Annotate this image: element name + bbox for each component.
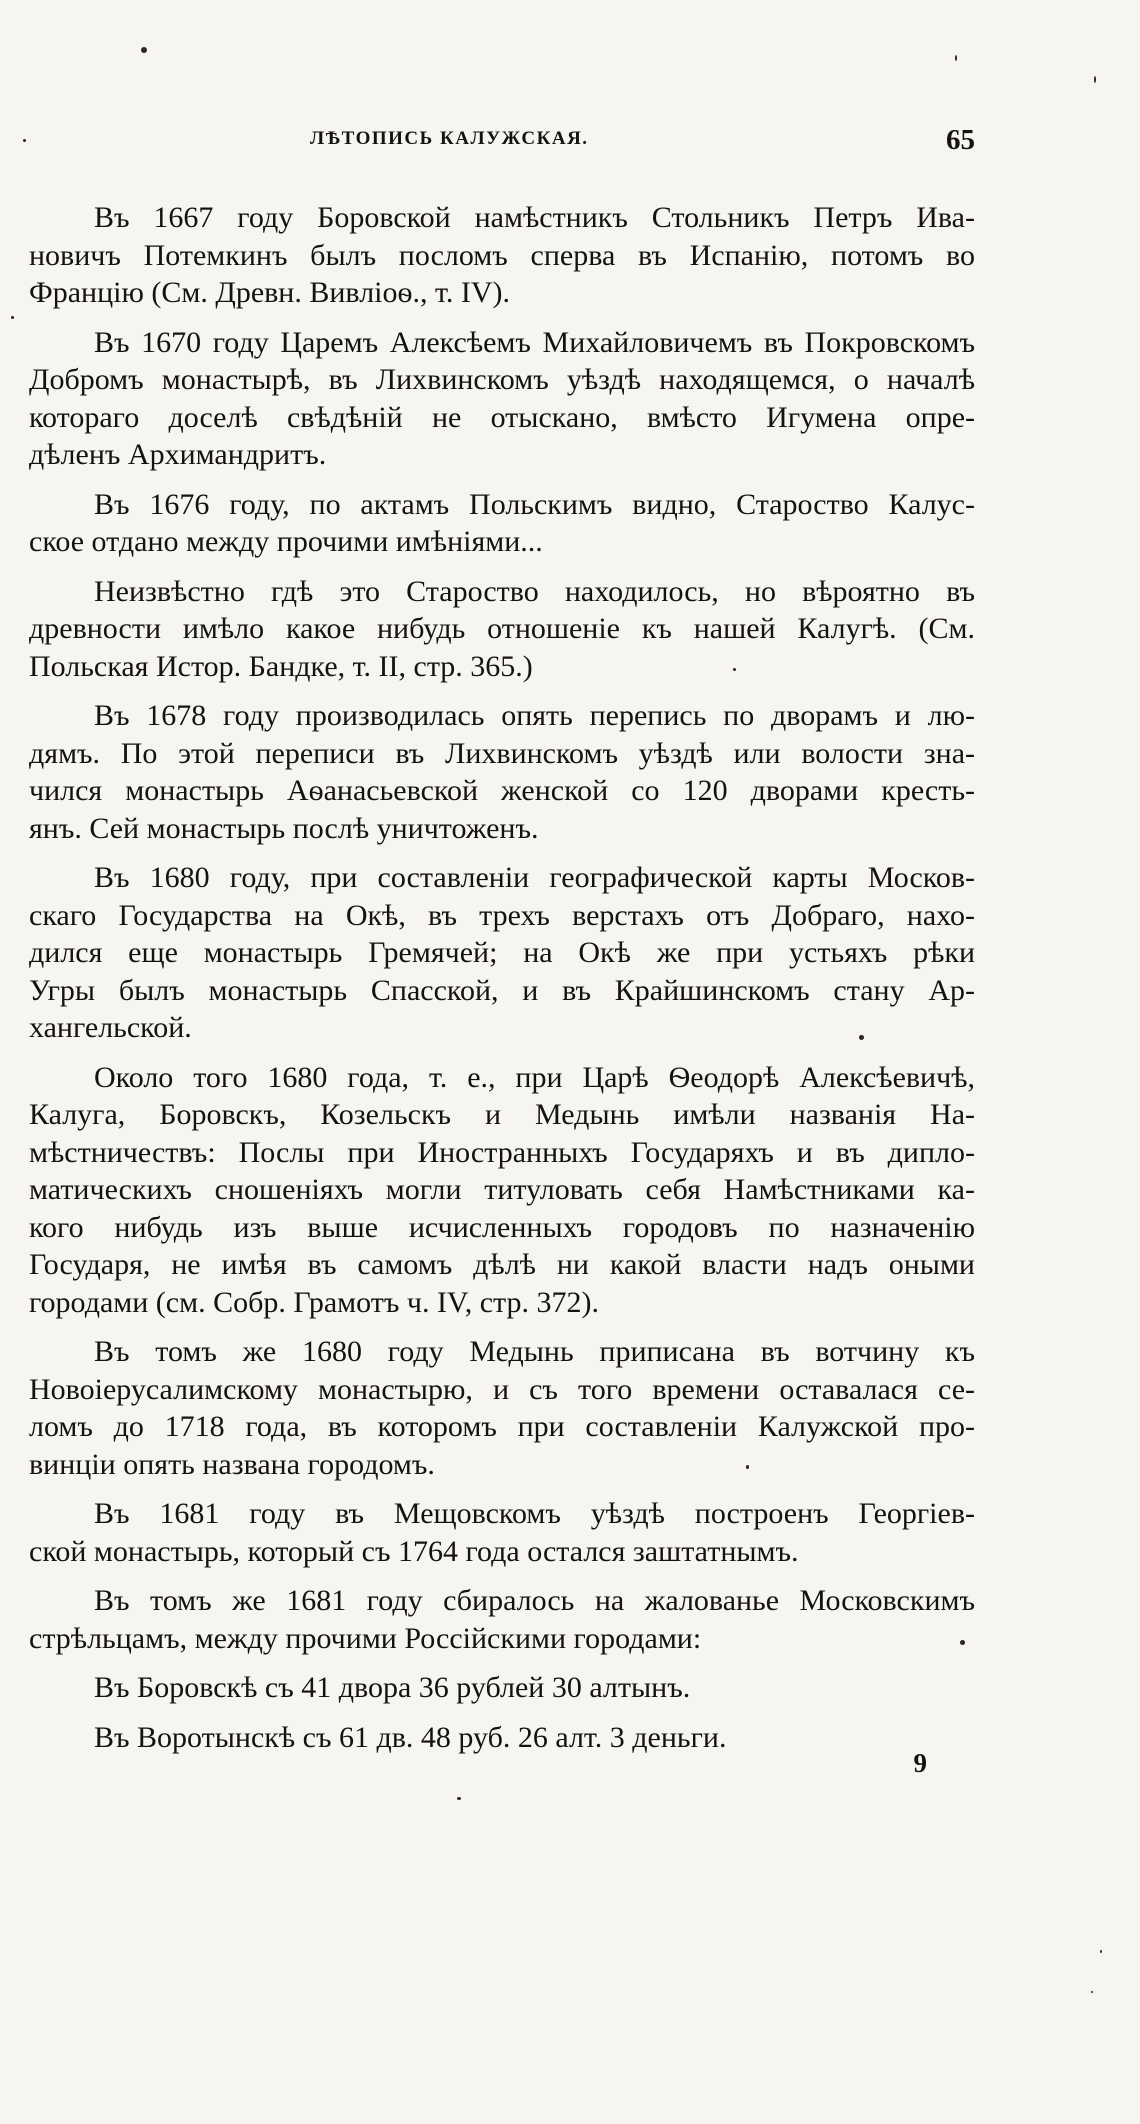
text-line: скаго Государства на Окѣ, въ трехъ верстахъ отъ Добраго, нахо- [29,898,975,932]
text-line: новичъ Потемкинъ былъ посломъ сперва въ Испанію, потомъ во [29,238,975,272]
page-number: 65 [946,124,975,156]
text-line: дѣленъ Архимандритъ. [29,438,327,471]
text-line: Въ 1678 году производилась опять перепись по дворамъ и лю- [94,699,975,732]
text-line: стрѣльцамъ, между прочими Россійскими городами: [29,1621,702,1655]
text-line: Въ 1667 году Боровской намѣстникъ Стольникъ Петръ Ива- [94,201,975,234]
text-line: древности имѣло какое нибудь отношеніе къ нашей Калугѣ. (См. [29,612,975,645]
text-line: Въ Воротынскѣ съ 61 дв. 48 руб. 26 алт. 3 деньги. [94,1720,727,1754]
text-line: матическихъ сношеніяхъ могли титуловать себя Намѣстниками ка- [29,1173,975,1206]
text-line: Въ 1681 году въ Мещовскомъ уѣздѣ построенъ Георгіев- [94,1497,975,1530]
scan-speck [11,316,14,319]
scan-speck [1094,76,1096,83]
signature-mark: 9 [913,1748,927,1778]
paragraph [29,1059,975,1322]
text-line: Въ томъ же 1681 году сбиралось на жалованье Московскимъ [94,1584,975,1617]
paragraph [29,1333,975,1483]
paragraph [29,486,975,561]
text-line: чился монастырь Аѳанасьевской женской со 120 дворами кресть- [29,774,975,807]
paragraph [29,697,975,847]
body-text [29,199,975,1768]
text-line: кого нибудь изъ выше исчисленныхъ городовъ по назначенію [29,1210,975,1244]
text-line: дямъ. По этой переписи въ Лихвинскомъ уѣздѣ или волости зна- [29,736,975,770]
paragraph [29,859,975,1047]
text-line: Около того 1680 года, т. е., при Царѣ Ѳеодорѣ Алексѣевичѣ, [94,1060,975,1094]
text-line: хангельской. [29,1011,192,1044]
paragraph [29,573,975,686]
text-line: янъ. Сей монастырь послѣ уничтоженъ. [29,811,539,845]
text-line: Польская Истор. Бандке, т. II, стр. 365.) [29,649,533,683]
text-line: ломъ до 1718 года, въ которомъ при составленіи Калужской про- [29,1410,975,1443]
text-line: Въ 1676 году, по актамъ Польскимъ видно, Староство Калус- [94,487,975,521]
text-line: винціи опять названа городомъ. [29,1447,435,1481]
text-line: ской монастырь, который съ 1764 года остался заштатнымъ. [29,1534,799,1568]
scan-speck [23,139,26,142]
text-line: Государя, не имѣя въ самомъ дѣлѣ ни какой власти надъ оными [29,1248,975,1281]
text-line: Добромъ монастырѣ, въ Лихвинскомъ уѣздѣ находящемся, о началѣ [29,363,975,396]
text-line: Въ 1680 году, при составленіи географической карты Москов- [94,861,975,894]
paragraph [29,1669,975,1707]
paragraph [29,324,975,474]
scan-speck [859,1035,864,1040]
text-line: Угры былъ монастырь Спасской, и въ Крайшинскомъ стану Ар- [29,973,975,1007]
text-line: Въ томъ же 1680 году Медынь приписана въ вотчину къ [94,1335,975,1368]
text-line: Новоіерусалимскому монастырю, и съ того времени оставалася се- [29,1372,975,1406]
text-line: Въ Боровскѣ съ 41 двора 36 рублей 30 алтынъ. [94,1671,691,1704]
running-title: ЛѢТОПИСЬ КАЛУЖСКАЯ. [310,128,589,149]
text-line: городами (см. Собр. Грамотъ ч. IV, стр. 372). [29,1285,600,1319]
scan-speck [141,47,147,53]
paragraph [29,1495,975,1570]
scan-speck [1100,1950,1102,1953]
paragraph [29,1719,975,1757]
text-line: котораго доселѣ свѣдѣній не отыскано, вмѣсто Игумена опре- [29,400,975,434]
text-line: Францію (См. Древн. Вивліоѳ., т. IV). [29,276,510,309]
scan-speck [746,1465,749,1469]
scan-speck [733,668,736,671]
text-line: Неизвѣстно гдѣ это Староство находилось, но вѣроятно въ [94,574,975,608]
scan-speck [960,1640,965,1645]
paragraph [29,1582,975,1657]
text-line: ское отдано между прочими имѣніями... [29,525,543,558]
text-line: Калуга, Боровскъ, Козельскъ и Медынь имѣли названія На- [29,1098,975,1131]
scan-speck [457,1797,461,1800]
text-line: Въ 1670 году Царемъ Алексѣемъ Михайловичемъ въ Покровскомъ [94,325,975,359]
scan-speck [955,55,957,61]
scan-speck [1091,1991,1093,1993]
text-line: дился еще монастырь Гремячей; на Окѣ же при устьяхъ рѣки [29,936,975,969]
text-line: мѣстничествъ: Послы при Иностранныхъ Государяхъ и въ дипло- [29,1135,975,1169]
paragraph [29,199,975,312]
